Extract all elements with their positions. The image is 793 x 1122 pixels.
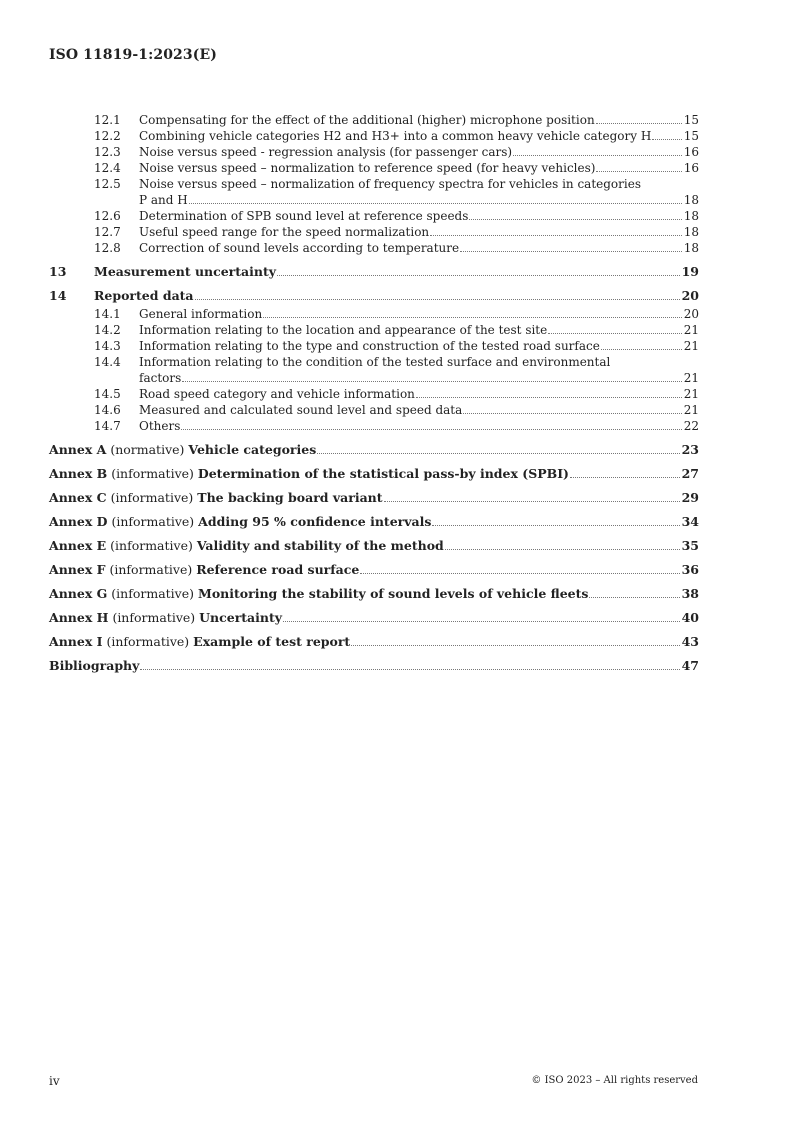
annex-type: (informative) [111,466,194,481]
annex-heading [49,634,350,650]
toc-section-page: 19 [681,264,699,279]
toc-section-title: Reported data [94,288,194,303]
toc-annex-f[interactable] [49,562,699,578]
annex-heading [49,490,383,506]
toc-entry-12-4[interactable] [49,160,699,176]
toc-entry-number: 12.5 [94,177,121,191]
bibliography-heading [49,658,139,674]
annex-title: Uncertainty [199,610,283,625]
toc-entry-page: 21 [683,403,699,417]
annex-title: Adding 95 % confidence intervals [198,514,432,529]
toc-entry-12-1[interactable] [49,112,699,128]
toc-entry-14-4[interactable] [49,354,699,370]
annex-page: 34 [681,514,699,529]
dot-leader [652,139,681,140]
toc-section-14[interactable] [49,288,699,304]
toc-entry-title-continued: P and H [139,193,188,207]
page-number: iv [49,1074,60,1088]
toc-entry-12-3[interactable] [49,144,699,160]
annex-page: 23 [681,442,699,457]
toc-entry-page: 16 [683,145,699,159]
annex-heading [49,466,569,482]
dot-leader [384,501,680,502]
toc-section-number: 13 [49,264,67,279]
annex-title: Example of test report [193,634,351,649]
dot-leader [181,429,681,430]
annex-label: Annex G [49,586,108,601]
toc-entry-page: 22 [683,419,699,433]
annex-page: 36 [681,562,699,577]
annex-title: Reference road surface [196,562,360,577]
annex-type: (informative) [111,514,195,529]
toc-entry-12-8[interactable] [49,240,699,256]
dot-leader [548,333,681,334]
annex-page: 38 [681,586,699,601]
annex-label: Annex D [49,514,108,529]
toc-entry-title: Information relating to the condition of the tested surface and environmental [139,355,611,369]
toc-entry-number: 12.4 [94,161,121,175]
document-id-header: ISO 11819-1:2023(E) [49,47,217,63]
dot-leader [195,299,680,300]
dot-leader [416,397,682,398]
dot-leader [596,171,681,172]
annex-heading [49,538,444,554]
dot-leader [469,219,681,220]
toc-entry-14-7[interactable] [49,418,699,434]
dot-leader [360,573,679,574]
toc-entry-number: 14.4 [94,355,121,369]
toc-bibliography[interactable] [49,658,699,674]
toc-entry-14-3[interactable] [49,338,699,354]
toc-entry-title: Combining vehicle categories H2 and H3+ into a common heavy vehicle category H [139,129,652,143]
dot-leader [460,251,682,252]
toc-entry-12-5[interactable] [49,176,699,192]
toc-entry-page: 21 [683,387,699,401]
annex-type: (informative) [109,562,193,577]
toc-entry-title: Noise versus speed – normalization of frequency spectra for vehicles in categories [139,177,641,191]
toc-annex-b[interactable] [49,466,699,482]
dot-leader [432,525,679,526]
dot-leader [513,155,682,156]
dot-leader [140,669,679,670]
annex-heading [49,514,431,530]
annex-heading [49,562,359,578]
annex-page: 29 [681,490,699,505]
toc-section-number: 14 [49,288,67,303]
toc-entry-14-4-continued[interactable] [49,370,699,386]
toc-entry-14-5[interactable] [49,386,699,402]
toc-entry-page: 21 [683,371,699,385]
toc-entry-number: 14.1 [94,307,121,321]
annex-title: The backing board variant [197,490,383,505]
toc-entry-title: Information relating to the type and construction of the tested road surface [139,339,600,353]
bibliography-title: Bibliography [49,658,140,673]
toc-entry-page: 18 [683,209,699,223]
toc-entry-page: 20 [683,307,699,321]
dot-leader [570,477,680,478]
toc-entry-12-6[interactable] [49,208,699,224]
dot-leader [189,203,682,204]
toc-annex-d[interactable] [49,514,699,530]
toc-entry-title: Determination of SPB sound level at reference speeds [139,209,469,223]
annex-type: (informative) [110,490,194,505]
toc-entry-page: 18 [683,241,699,255]
bibliography-page: 47 [681,658,699,673]
annex-title: Determination of the statistical pass-by index (SPBI) [197,466,569,481]
annex-label: Annex B [49,466,108,481]
dot-leader [283,621,680,622]
toc-entry-number: 12.2 [94,129,121,143]
toc-entry-number: 14.2 [94,323,121,337]
toc-entry-title: Noise versus speed – normalization to reference speed (for heavy vehicles) [139,161,596,175]
toc-entry-page: 21 [683,339,699,353]
annex-type: (informative) [106,634,190,649]
toc-entry-page: 18 [683,193,699,207]
dot-leader [182,381,681,382]
toc-section-title: Measurement uncertainty [94,264,277,279]
annex-type: (informative) [112,610,196,625]
toc-entry-page: 15 [683,129,699,143]
toc-entry-title-continued: factors [139,371,182,385]
toc-section-13[interactable] [49,264,699,280]
annex-title: Monitoring the stability of sound levels of vehicle fleets [198,586,589,601]
toc-annex-c[interactable] [49,490,699,506]
dot-leader [445,549,680,550]
dot-leader [317,453,679,454]
toc-annex-e[interactable] [49,538,699,554]
annex-heading [49,586,588,602]
annex-type: (normative) [110,442,185,457]
toc-entry-number: 12.1 [94,113,121,127]
annex-type: (informative) [111,586,195,601]
annex-heading [49,442,316,458]
toc-entry-number: 14.7 [94,419,121,433]
toc-entry-page: 21 [683,323,699,337]
toc-entry-number: 12.7 [94,225,121,239]
toc-entry-page: 18 [683,225,699,239]
toc-entry-14-6[interactable] [49,402,699,418]
dot-leader [589,597,679,598]
toc-entry-title: Useful speed range for the speed normalization [139,225,430,239]
toc-annex-g[interactable] [49,586,699,602]
toc-entry-number: 14.3 [94,339,121,353]
toc-entry-title: Others [139,419,181,433]
annex-label: Annex H [49,610,109,625]
dot-leader [351,645,679,646]
toc-entry-title: Noise versus speed - regression analysis (for passenger cars) [139,145,513,159]
toc-entry-number: 12.3 [94,145,121,159]
annex-label: Annex I [49,634,103,649]
toc-entry-title: Road speed category and vehicle information [139,387,415,401]
annex-type: (informative) [110,538,193,553]
toc-entry-12-2[interactable] [49,128,699,144]
toc-entry-number: 12.6 [94,209,121,223]
annex-page: 35 [681,538,699,553]
toc-entry-12-7[interactable] [49,224,699,240]
annex-page: 43 [681,634,699,649]
toc-entry-page: 16 [683,161,699,175]
toc-entry-title: Compensating for the effect of the additional (higher) microphone position [139,113,595,127]
toc-entry-14-1[interactable] [49,306,699,322]
toc-entry-number: 14.5 [94,387,121,401]
dot-leader [596,123,682,124]
annex-title: Vehicle categories [188,442,317,457]
annex-label: Annex A [49,442,107,457]
annex-heading [49,610,282,626]
toc-entry-title: General information [139,307,263,321]
toc-entry-title: Information relating to the location and appearance of the test site [139,323,548,337]
toc-entry-14-2[interactable] [49,322,699,338]
toc-annex-a[interactable] [49,442,699,458]
dot-leader [601,349,682,350]
dot-leader [463,413,681,414]
toc-entry-page: 15 [683,113,699,127]
dot-leader [430,235,682,236]
toc-annex-i[interactable] [49,634,699,650]
annex-page: 40 [681,610,699,625]
toc-annex-h[interactable] [49,610,699,626]
annex-label: Annex E [49,538,107,553]
toc-entry-number: 12.8 [94,241,121,255]
toc-section-page: 20 [681,288,699,303]
toc-entry-title: Measured and calculated sound level and speed data [139,403,463,417]
dot-leader [277,275,680,276]
annex-label: Annex F [49,562,106,577]
toc-entry-12-5-continued[interactable] [49,192,699,208]
toc-entry-number: 14.6 [94,403,121,417]
annex-label: Annex C [49,490,107,505]
annex-title: Validity and stability of the method [196,538,444,553]
dot-leader [263,317,682,318]
toc-entry-title: Correction of sound levels according to temperature [139,241,460,255]
table-of-contents [49,112,699,674]
annex-page: 27 [681,466,699,481]
copyright-notice: © ISO 2023 – All rights reserved [531,1075,698,1086]
